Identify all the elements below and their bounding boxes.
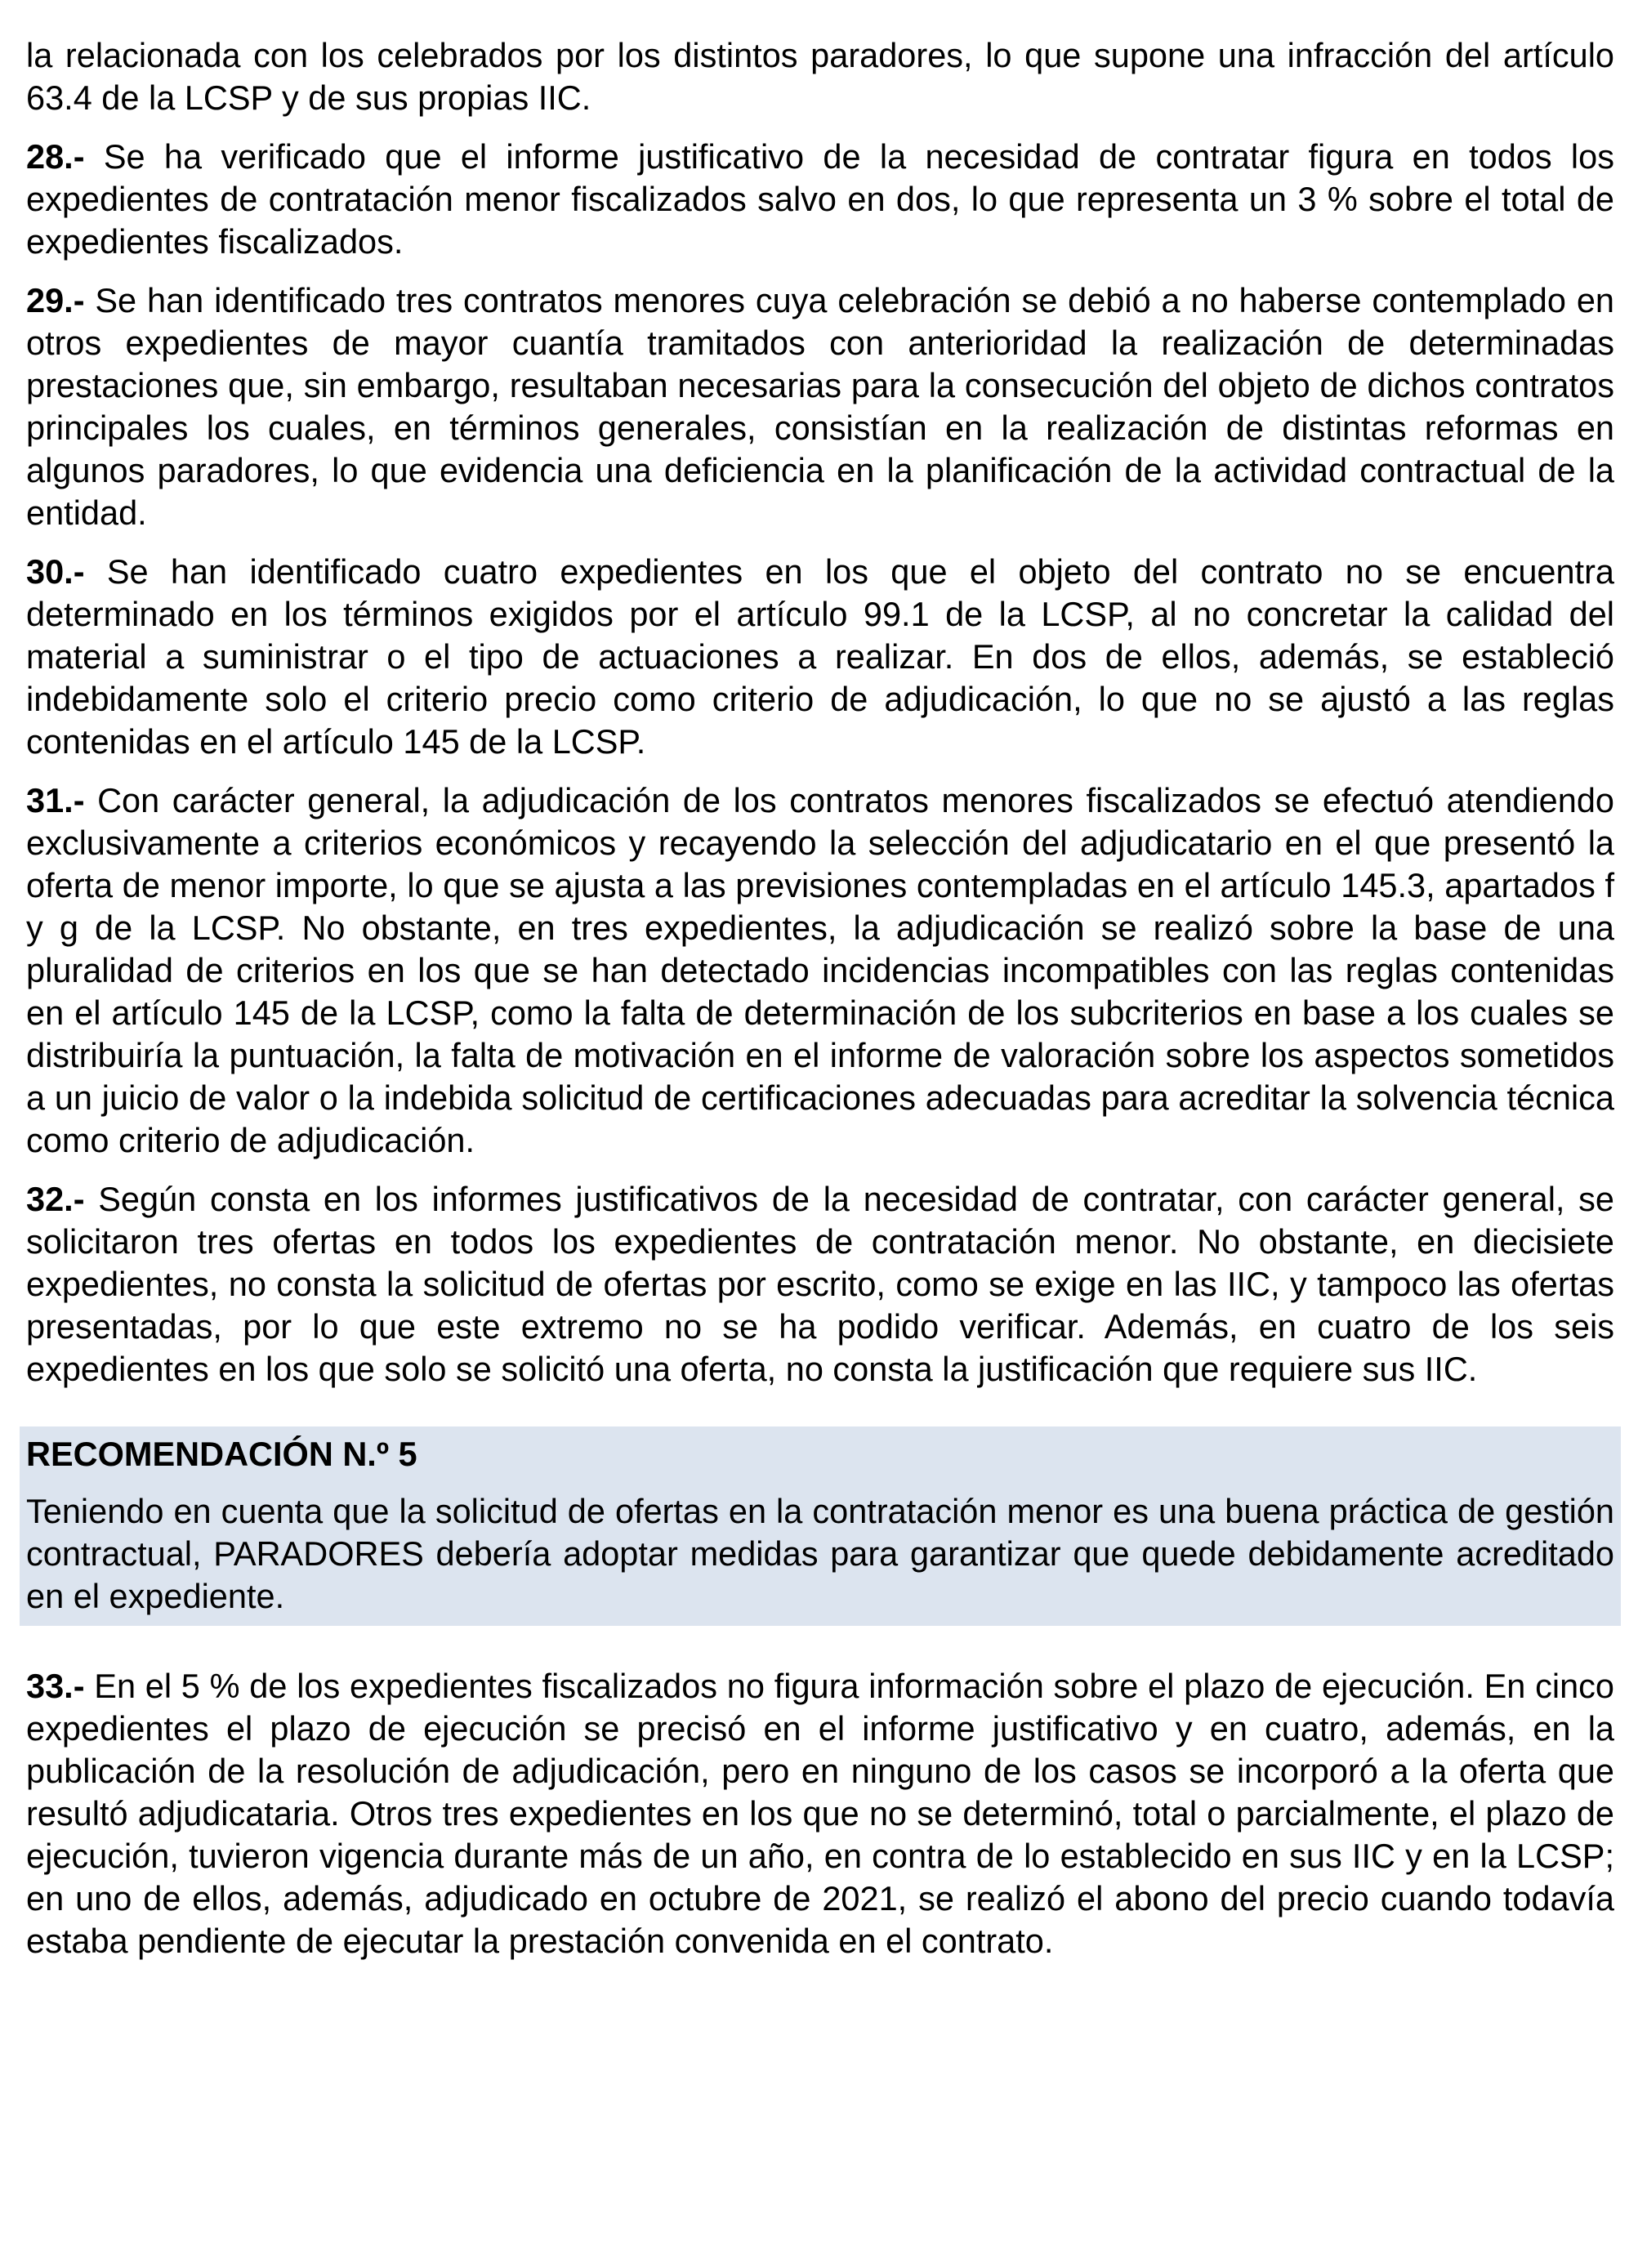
paragraph-number: 30.- — [26, 552, 85, 591]
paragraph-text: Con carácter general, la adjudicación de los contratos menores fiscalizados se efectuó atendiendo exclusivamente a criterios económicos y recayendo la selección del adjudicatario en el que presentó la oferta de menor importe, lo que se ajusta a las previsiones contempladas en el artículo 145.3, apartados f y g de la LCSP. No obstante, en tres expedientes, la adjudicación se realizó sobre la base de una pluralidad de criterios en los que se han detectado incidencias incompatibles con las reglas contenidas en el artículo 145 de la LCSP, como la falta de determinación de los subcriterios en base a los cuales se distribuiría la puntuación, la falta de motivación en el informe de valoración sobre los aspectos sometidos a un juicio de valor o la indebida solicitud de certificaciones adecuadas para acreditar la solvencia técnica como criterio de adjudicación. — [26, 781, 1614, 1159]
paragraph-number: 31.- — [26, 781, 85, 819]
recommendation-title: RECOMENDACIÓN N.º 5 — [26, 1435, 417, 1473]
paragraphs-after — [26, 1665, 1614, 1962]
paragraph-31 — [26, 779, 1614, 1162]
paragraph-29 — [26, 279, 1614, 534]
paragraph-number: 29.- — [26, 281, 85, 319]
paragraph-text: Se han identificado cuatro expedientes en los que el objeto del contrato no se encuentra determinado en los términos exigidos por el artículo 99.1 de la LCSP, al no concretar la calidad del material a suministrar o el tipo de actuaciones a realizar. En dos de ellos, además, se estableció indebidamente solo el criterio precio como criterio de adjudicación, lo que no se ajustó a las reglas contenidas en el artículo 145 de la LCSP. — [26, 552, 1614, 761]
paragraph-30 — [26, 551, 1614, 763]
paragraph-number: 28.- — [26, 137, 85, 176]
paragraph-text: Según consta en los informes justificativos de la necesidad de contratar, con carácter general, se solicitaron tres ofertas en todos los expedientes de contratación menor. No obstante, en diecisiete expedientes, no consta la solicitud de ofertas por escrito, como se exige en las IIC, y tampoco las ofertas presentadas, por lo que este extremo no se ha podido verificar. Además, en cuatro de los seis expedientes en los que solo se solicitó una oferta, no consta la justificación que requiere sus IIC. — [26, 1180, 1614, 1388]
paragraph-number: 33.- — [26, 1667, 85, 1705]
recommendation-box — [20, 1426, 1621, 1626]
paragraph-32 — [26, 1178, 1614, 1391]
paragraph-33 — [26, 1665, 1614, 1962]
document-page — [26, 34, 1614, 1979]
recommendation-text: Teniendo en cuenta que la solicitud de ofertas en la contratación menor es una buena práctica de gestión contractual, PARADORES debería adoptar medidas para garantizar que quede debidamente acreditado en el expediente. — [26, 1492, 1614, 1615]
paragraph-continuation — [26, 34, 1614, 119]
paragraph-text: En el 5 % de los expedientes fiscalizados no figura información sobre el plazo de ejecución. En cinco expedientes el plazo de ejecución se precisó en el informe justificativo y en cuatro, además, en la publicación de la resolución de adjudicación, pero en ninguno de los casos se incorporó a la oferta que resultó adjudicataria. Otros tres expedientes en los que no se determinó, total o parcialmente, el plazo de ejecución, tuvieron vigencia durante más de un año, en contra de lo establecido en sus IIC y en la LCSP; en uno de ellos, además, adjudicado en octubre de 2021, se realizó el abono del precio cuando todavía estaba pendiente de ejecutar la prestación convenida en el contrato. — [26, 1667, 1614, 1960]
paragraph-text: Se han identificado tres contratos menores cuya celebración se debió a no haberse contemplado en otros expedientes de mayor cuantía tramitados con anterioridad la realización de determinadas prestaciones que, sin embargo, resultaban necesarias para la consecución del objeto de dichos contratos principales los cuales, en términos generales, consistían en la realización de distintas reformas en algunos paradores, lo que evidencia una deficiencia en la planificación de la actividad contractual de la entidad. — [26, 281, 1614, 532]
paragraph-text: Se ha verificado que el informe justificativo de la necesidad de contratar figura en todos los expedientes de contratación menor fiscalizados salvo en dos, lo que representa un 3 % sobre el total de expedientes fiscalizados. — [26, 137, 1614, 261]
paragraph-text: la relacionada con los celebrados por los distintos paradores, lo que supone una infracción del artículo 63.4 de la LCSP y de sus propias IIC. — [26, 36, 1614, 117]
paragraph-28 — [26, 136, 1614, 263]
paragraph-number: 32.- — [26, 1180, 85, 1218]
